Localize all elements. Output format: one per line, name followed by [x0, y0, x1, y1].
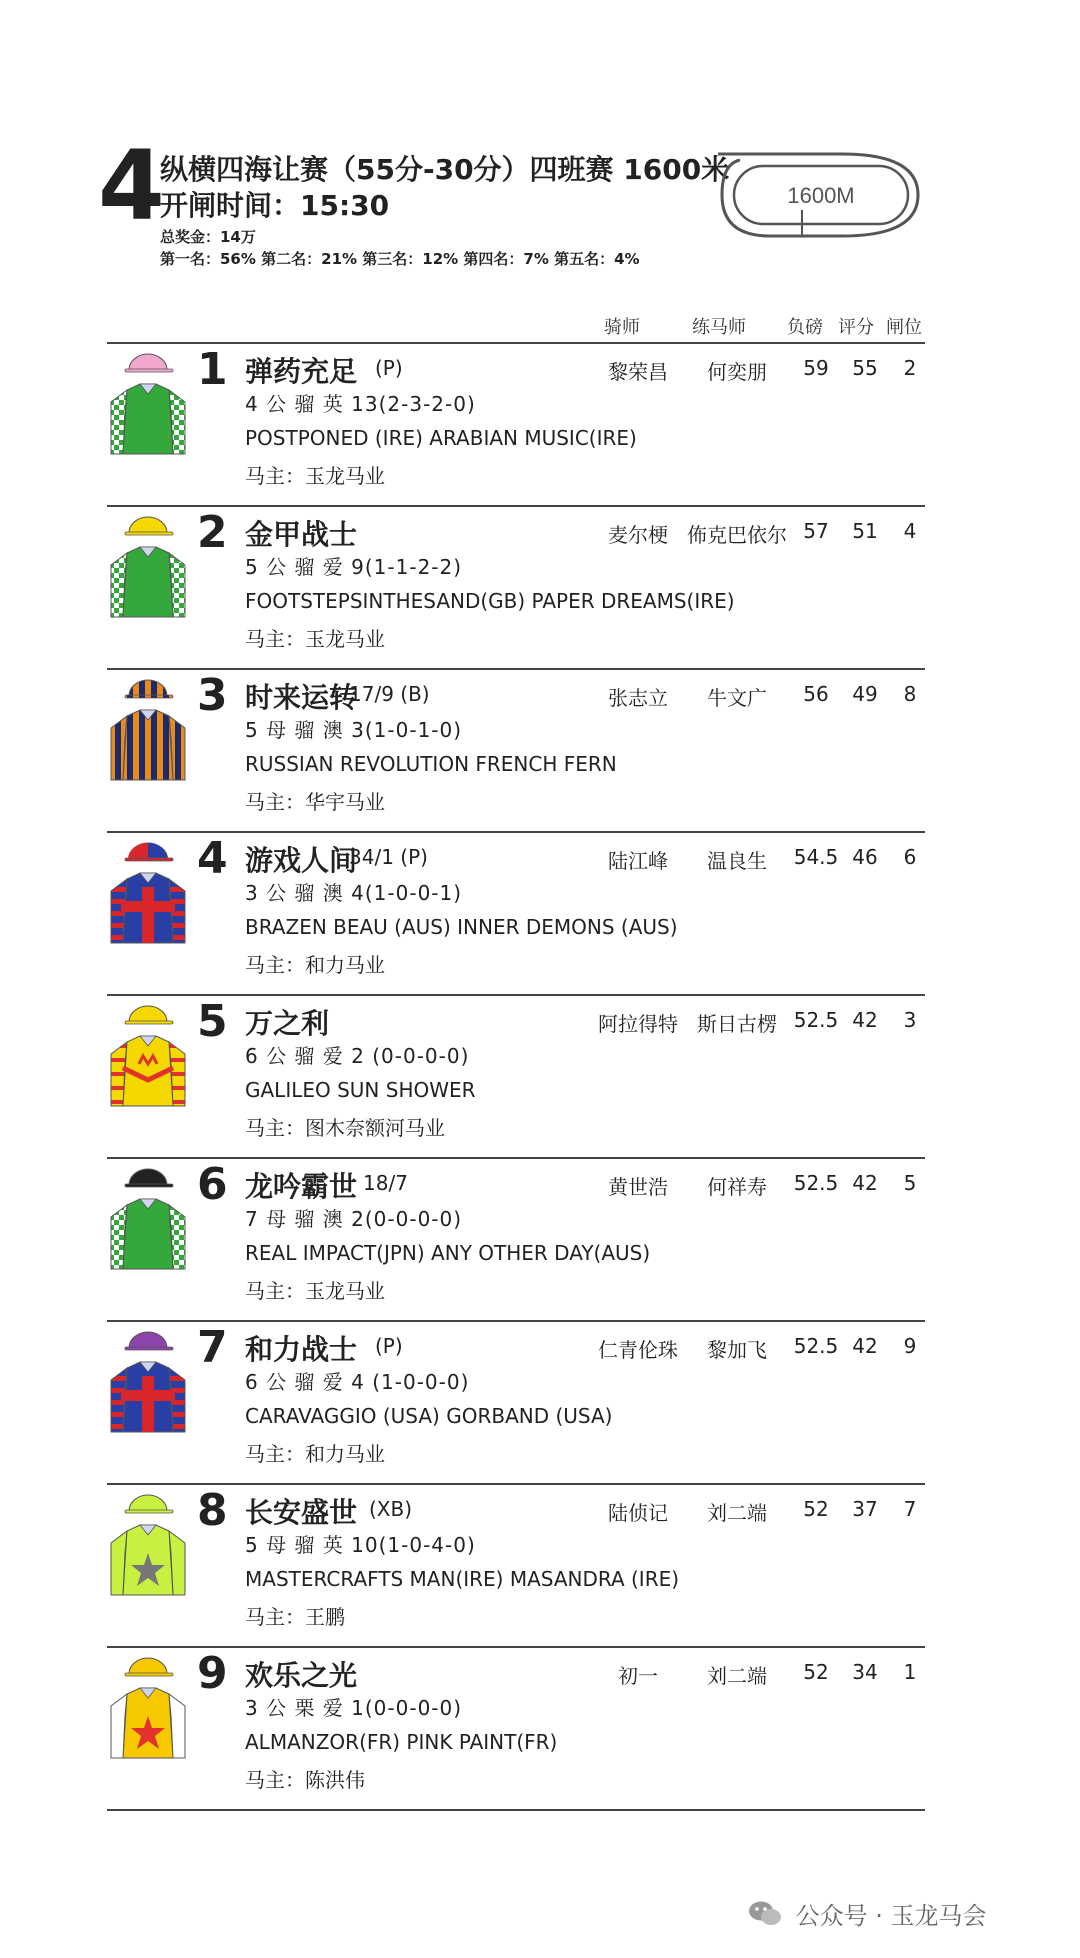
horse-info: 7 母 骝 澳 2(0-0-0-0) [245, 1207, 463, 1231]
jockey-silk-icon [109, 839, 191, 951]
horse-name: 金甲战士 [245, 518, 358, 551]
prize-split: 第一名：56% 第二名：21% 第三名：12% 第四名：7% 第五名：4% [160, 250, 640, 268]
barrier-draw: 4 [903, 519, 917, 543]
trainer-name: 刘二端 [707, 1664, 767, 1688]
runner-row [107, 670, 925, 832]
runner-row [107, 1159, 925, 1321]
runner-row [107, 833, 925, 995]
jockey-name: 张志立 [608, 686, 668, 710]
barrier-draw: 8 [903, 682, 917, 706]
wechat-icon [748, 1900, 782, 1934]
horse-pedigree: FOOTSTEPSINTHESAND(GB) PAPER DREAMS(IRE) [245, 589, 735, 613]
trainer-name: 温良生 [707, 849, 767, 873]
horse-info: 5 公 骝 爱 9(1-1-2-2) [245, 555, 463, 579]
horse-owner: 马主：玉龙马业 [245, 1279, 385, 1303]
jockey-silk-icon [109, 1491, 191, 1603]
jockey-name: 麦尔梗 [608, 523, 668, 547]
carried-weight: 52 [803, 1497, 829, 1521]
horse-pedigree: REAL IMPACT(JPN) ANY OTHER DAY(AUS) [245, 1241, 651, 1265]
horse-name: 弹药充足 [245, 355, 358, 388]
header-rating: 评分 [838, 317, 874, 338]
header-trainer: 练马师 [692, 317, 746, 338]
runner-number: 3 [197, 670, 228, 721]
trainer-name: 何祥寿 [707, 1175, 767, 1199]
barrier-draw: 7 [903, 1497, 917, 1521]
horse-pedigree: RUSSIAN REVOLUTION FRENCH FERN [245, 752, 617, 776]
jockey-name: 陆侦记 [608, 1501, 668, 1525]
runner-number: 4 [197, 833, 228, 884]
trainer-name: 佈克巴依尔 [687, 523, 787, 547]
rating: 55 [852, 356, 878, 380]
horse-name: 时来运转 [245, 681, 358, 714]
horse-info: 6 公 骝 爱 2 (0-0-0-0) [245, 1044, 470, 1068]
horse-pedigree: MASTERCRAFTS MAN(IRE) MASANDRA (IRE) [245, 1567, 680, 1591]
jockey-silk-icon [109, 1328, 191, 1440]
jockey-silk-icon [109, 350, 191, 462]
jockey-name: 黎荣昌 [608, 360, 668, 384]
rating: 42 [852, 1334, 878, 1358]
jockey-name: 仁青伦珠 [598, 1338, 678, 1362]
horse-name: 游戏人间 [245, 844, 358, 877]
trainer-name: 斯日古楞 [697, 1012, 777, 1036]
carried-weight: 57 [803, 519, 829, 543]
runner-row [107, 1485, 925, 1647]
row-divider [107, 1809, 925, 1811]
carried-weight: 52.5 [793, 1334, 839, 1358]
runner-number: 1 [197, 344, 228, 395]
gear-tag: 18/7 [363, 1171, 408, 1195]
gear-tag: 34/1 (P) [349, 845, 428, 869]
jockey-name: 初一 [618, 1664, 658, 1688]
horse-owner: 马主：图木奈额河马业 [245, 1116, 445, 1140]
carried-weight: 59 [803, 356, 829, 380]
rating: 46 [852, 845, 878, 869]
horse-name: 长安盛世 [245, 1496, 358, 1529]
horse-pedigree: CARAVAGGIO (USA) GORBAND (USA) [245, 1404, 613, 1428]
horse-info: 6 公 骝 爱 4 (1-0-0-0) [245, 1370, 470, 1394]
horse-owner: 马主：陈洪伟 [245, 1768, 365, 1792]
header-weight: 负磅 [787, 317, 823, 338]
rating: 49 [852, 682, 878, 706]
horse-owner: 马主：玉龙马业 [245, 627, 385, 651]
barrier-draw: 9 [903, 1334, 917, 1358]
runner-row [107, 344, 925, 506]
gear-tag: (XB) [369, 1497, 413, 1521]
track-distance-label: 1600M [787, 183, 855, 208]
rating: 42 [852, 1171, 878, 1195]
race-number: 4 [98, 130, 165, 242]
race-title: 纵横四海让赛（55分-30分）四班赛 1600米 [160, 153, 730, 186]
runner-number: 5 [197, 996, 228, 1047]
barrier-draw: 3 [903, 1008, 917, 1032]
gear-tag: (P) [375, 1334, 403, 1358]
runner-number: 7 [197, 1322, 228, 1373]
footer-text: 公众号 · 玉龙马会 [795, 1902, 987, 1930]
carried-weight: 54.5 [793, 845, 839, 869]
header-jockey: 骑师 [604, 317, 640, 338]
trainer-name: 刘二端 [707, 1501, 767, 1525]
horse-name: 龙吟霸世 [245, 1170, 358, 1203]
rating: 42 [852, 1008, 878, 1032]
rating: 37 [852, 1497, 878, 1521]
carried-weight: 52.5 [793, 1171, 839, 1195]
jockey-name: 黄世浩 [608, 1175, 668, 1199]
horse-owner: 马主：和力马业 [245, 1442, 385, 1466]
barrier-draw: 6 [903, 845, 917, 869]
horse-owner: 马主：和力马业 [245, 953, 385, 977]
horse-owner: 马主：华宇马业 [245, 790, 385, 814]
jockey-silk-icon [109, 513, 191, 625]
horse-info: 5 母 骝 澳 3(1-0-1-0) [245, 718, 463, 742]
horse-info: 3 公 栗 爱 1(0-0-0-0) [245, 1696, 463, 1720]
total-purse: 总奖金：14万 [160, 228, 256, 246]
barrier-draw: 5 [903, 1171, 917, 1195]
horse-pedigree: POSTPONED (IRE) ARABIAN MUSIC(IRE) [245, 426, 637, 450]
horse-owner: 马主：玉龙马业 [245, 464, 385, 488]
runner-number: 2 [197, 507, 228, 558]
trainer-name: 何奕朋 [707, 360, 767, 384]
jockey-silk-icon [109, 1002, 191, 1114]
footer-watermark [748, 1896, 987, 1934]
jockey-silk-icon [109, 1654, 191, 1766]
horse-name: 欢乐之光 [245, 1659, 358, 1692]
horse-info: 3 公 骝 澳 4(1-0-0-1) [245, 881, 463, 905]
trainer-name: 牛文广 [707, 686, 767, 710]
horse-info: 5 母 骝 英 10(1-0-4-0) [245, 1533, 476, 1557]
runner-row [107, 996, 925, 1158]
jockey-silk-icon [109, 676, 191, 788]
runner-number: 6 [197, 1159, 228, 1210]
barrier-draw: 1 [903, 1660, 917, 1684]
horse-info: 4 公 骝 英 13(2-3-2-0) [245, 392, 476, 416]
horse-owner: 马主：王鹏 [245, 1605, 345, 1629]
jockey-silk-icon [109, 1165, 191, 1277]
runner-row [107, 507, 925, 669]
race-start-time: 开闸时间：15:30 [160, 189, 390, 222]
runner-number: 9 [197, 1648, 228, 1699]
runner-row [107, 1322, 925, 1484]
runner-row [107, 1648, 925, 1810]
carried-weight: 56 [803, 682, 829, 706]
horse-name: 万之利 [245, 1007, 330, 1040]
trainer-name: 黎加飞 [707, 1338, 767, 1362]
rating: 34 [852, 1660, 878, 1684]
runner-number: 8 [197, 1485, 228, 1536]
barrier-draw: 2 [903, 356, 917, 380]
jockey-name: 陆江峰 [608, 849, 668, 873]
carried-weight: 52.5 [793, 1008, 839, 1032]
horse-pedigree: GALILEO SUN SHOWER [245, 1078, 476, 1102]
gear-tag: (P) [375, 356, 403, 380]
horse-name: 和力战士 [245, 1333, 358, 1366]
header-draw: 闸位 [886, 317, 922, 338]
gear-tag: 17/9 (B) [349, 682, 430, 706]
horse-pedigree: ALMANZOR(FR) PINK PAINT(FR) [245, 1730, 558, 1754]
carried-weight: 52 [803, 1660, 829, 1684]
horse-pedigree: BRAZEN BEAU (AUS) INNER DEMONS (AUS) [245, 915, 678, 939]
rating: 51 [852, 519, 878, 543]
track-diagram [712, 150, 922, 240]
jockey-name: 阿拉得特 [598, 1012, 678, 1036]
